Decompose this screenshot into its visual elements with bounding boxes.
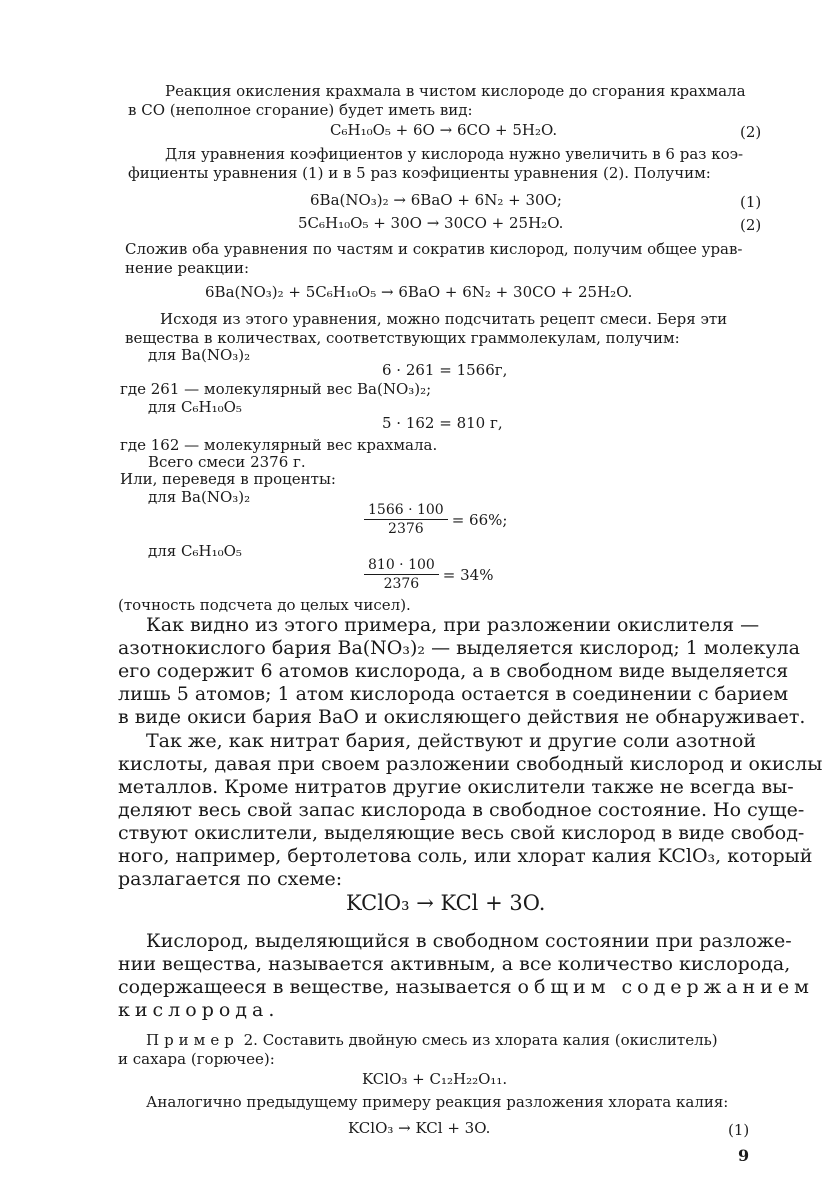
fraction-numerator: 810 · 100 bbox=[364, 557, 439, 575]
equation: 5C₆H₁₀O₅ + 30O → 30CO + 25H₂O. bbox=[298, 214, 564, 232]
text-line: для Ba(NO₃)₂ bbox=[148, 346, 251, 364]
page-number: 9 bbox=[738, 1146, 750, 1165]
equation: C₆H₁₀O₅ + 6O → 6CO + 5H₂O. bbox=[330, 121, 558, 139]
text-line: Кислород, выделяющийся в свободном состоянии при разложе- bbox=[146, 930, 792, 952]
text-line: ного, например, бертолетова соль, или хлорат калия KClO₃, который bbox=[118, 845, 813, 867]
equation: KClO₃ + C₁₂H₂₂O₁₁. bbox=[362, 1070, 508, 1088]
equation: KClO₃ → KCl + 3O. bbox=[346, 891, 546, 915]
text-line: для C₆H₁₀O₅ bbox=[148, 398, 242, 416]
text-line: в виде окиси бария BaO и окисляющего действия не обнаруживает. bbox=[118, 706, 806, 728]
text-line: его содержит 6 атомов кислорода, а в свободном виде выделяется bbox=[118, 660, 789, 682]
text-line: ствуют окислители, выделяющие весь свой кислород в виде свобод- bbox=[118, 822, 805, 844]
text-line: для Ba(NO₃)₂ bbox=[148, 488, 251, 506]
text-line: для C₆H₁₀O₅ bbox=[148, 542, 242, 560]
text-line: Как видно из этого примера, при разложении окислителя — bbox=[146, 614, 760, 636]
text-line: Для уравнения коэфициентов у кислорода нужно увеличить в 6 раз коэ- bbox=[165, 145, 744, 163]
text-line: Так же, как нитрат бария, действуют и другие соли азотной bbox=[146, 730, 757, 752]
equation: 6Ba(NO₃)₂ + 5C₆H₁₀O₅ → 6BaO + 6N₂ + 30CO + 25H₂O. bbox=[205, 283, 633, 301]
equation: 6 · 261 = 1566г, bbox=[382, 361, 508, 379]
equation-number: (2) bbox=[740, 123, 762, 141]
text-line: лишь 5 атомов; 1 атом кислорода остается в соединении с барием bbox=[118, 683, 789, 705]
emphasis-text: кислорода. bbox=[118, 999, 280, 1021]
text-line: Исходя из этого уравнения, можно подсчитать рецепт смеси. Беря эти bbox=[160, 310, 728, 328]
emphasis-text: общим содержанием bbox=[517, 976, 814, 998]
text-line: Реакция окисления крахмала в чистом кислороде до сгорания крахмала bbox=[165, 82, 746, 100]
text-line: нии вещества, называется активным, а все количество кислорода, bbox=[118, 953, 791, 975]
emphasis-text: Пример bbox=[146, 1031, 239, 1049]
text-line: металлов. Кроме нитратов другие окислители также не всегда вы- bbox=[118, 776, 794, 798]
text-line: Всего смеси 2376 г. bbox=[148, 453, 306, 471]
text-line: Или, переведя в проценты: bbox=[120, 470, 336, 488]
text-line: где 261 — молекулярный вес Ba(NO₃)₂; bbox=[120, 380, 432, 398]
fraction bbox=[364, 557, 493, 592]
equation-number: (2) bbox=[740, 216, 762, 234]
text-line: нение реакции: bbox=[125, 259, 250, 277]
text-line bbox=[146, 1031, 718, 1049]
equation-number: (1) bbox=[728, 1121, 750, 1139]
equation: 5 · 162 = 810 г, bbox=[382, 414, 503, 432]
fraction bbox=[364, 502, 507, 537]
text-span: 2. Составить двойную смесь из хлората калия (окислитель) bbox=[243, 1031, 718, 1049]
text-line: вещества в количествах, соответствующих граммолекулам, получим: bbox=[125, 329, 680, 347]
text-line: деляют весь свой запас кислорода в свободное состояние. Но суще- bbox=[118, 799, 805, 821]
fraction-numerator: 1566 · 100 bbox=[364, 502, 448, 520]
text-line bbox=[118, 976, 814, 999]
fraction-denominator: 2376 bbox=[388, 521, 424, 537]
fraction-result: = 66%; bbox=[451, 510, 508, 529]
text-line: кислоты, давая при своем разложении свободный кислород и окислы bbox=[118, 753, 823, 775]
fraction-result: = 34% bbox=[442, 565, 494, 584]
fraction-denominator: 2376 bbox=[383, 576, 420, 592]
text-line: разлагается по схеме: bbox=[118, 868, 343, 890]
text-line: где 162 — молекулярный вес крахмала. bbox=[120, 436, 438, 454]
text-line: фициенты уравнения (1) и в 5 раз коэфициенты уравнения (2). Получим: bbox=[128, 164, 711, 182]
text-line: (точность подсчета до целых чисел). bbox=[118, 596, 411, 614]
text-line: азотнокислого бария Ba(NO₃)₂ — выделяется кислород; 1 молекула bbox=[118, 637, 800, 659]
text-line: в СО (неполное сгорание) будет иметь вид: bbox=[128, 101, 473, 119]
equation: KClO₃ → KCl + 3O. bbox=[348, 1119, 491, 1137]
text-line: Аналогично предыдущему примеру реакция разложения хлората калия: bbox=[146, 1093, 729, 1111]
equation-number: (1) bbox=[740, 193, 762, 211]
equation: 6Ba(NO₃)₂ → 6BaO + 6N₂ + 30O; bbox=[310, 191, 562, 209]
text-line: и сахара (горючее): bbox=[118, 1050, 275, 1068]
text-span: содержащееся в веществе, называется bbox=[118, 976, 512, 998]
text-line: Сложив оба уравнения по частям и сократив кислород, получим общее урав- bbox=[125, 240, 743, 258]
